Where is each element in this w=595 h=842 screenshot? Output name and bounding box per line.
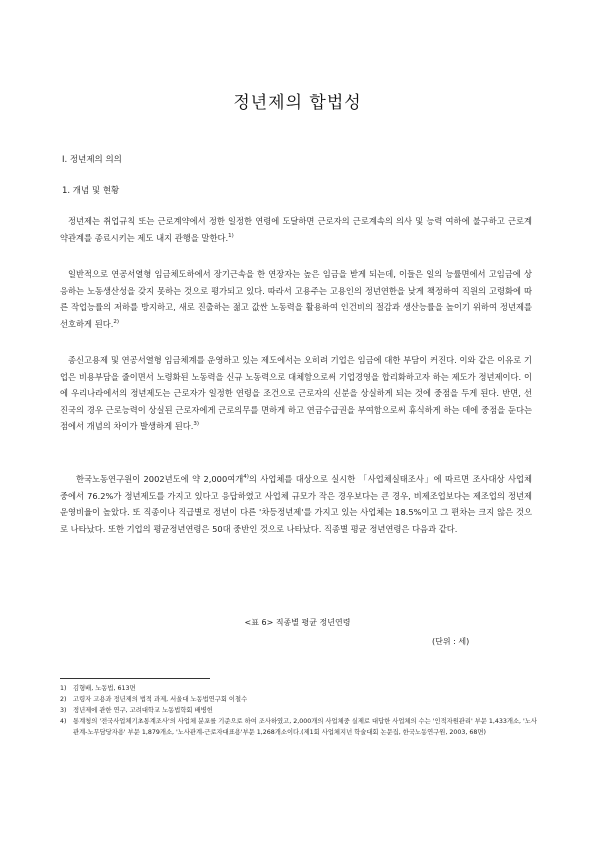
paragraph-definition [60, 213, 532, 246]
footnote-text: 정년제에 관한 연구, 고려대학교 노동법학회 배병헌 [73, 707, 213, 714]
unit-label: (단위 : 세) [432, 637, 470, 646]
footnote-ref: 4) [243, 474, 249, 481]
footnote-text: 고령자 고용과 정년제의 법적 과제, 서울대 노동법연구회 이철수 [73, 696, 248, 703]
paragraph-seniority-wage [60, 266, 532, 332]
paragraph-lifetime-employment [60, 352, 532, 435]
section-heading: I. 정년제의 의의 [62, 155, 122, 165]
footnote-ref: 2) [113, 318, 120, 325]
footnote-number: 2) [60, 696, 67, 703]
footnote-number: 1) [60, 685, 67, 692]
footnote-ref: 1) [228, 232, 234, 239]
page-title: 정년제의 합법성 [233, 93, 362, 113]
paragraph-text: 종신고용제 및 연공서열형 임금체계를 운영하고 있는 제도에서는 오히려 기업은 임금에 대한 부담이 커진다. 이와 같은 이유로 기업은 비용부담을 줄이면서 노령화된 노동력을 신규 노동력으로 대체함으로써 기업경영을 합리화하고자 하는 제도가 정년제이다. 이에 우리나라에서의 정년제도는 근로자가 일정한 연령을 조건으로 근로자의 신분을 상실하게 되는 것에 중점을 두게 된다. 반면, 선진국의 경우 근로능력이 상실된 근로자에게 근로의무를 면하게 하고 연금수급권을 부여함으로써 휴식하게 하는 데에 중점을 둔다는 점에서 개념의 차이가 발생하게 된다. [60, 355, 532, 431]
table-caption: <표 6> 직종별 평균 정년연령 [244, 618, 351, 627]
paragraph-text: 한국노동연구원이 2002년도에 약 2,000여개 [76, 474, 244, 484]
footnote-number: 3) [60, 707, 67, 714]
footnote [60, 683, 538, 694]
footnotes [60, 683, 538, 738]
subsection-heading: 1. 개념 및 현황 [62, 186, 120, 196]
footnote [60, 705, 538, 716]
footnote-number: 4) [60, 718, 67, 725]
footnote-text: 통계청의 '전국사업체기초통계조사'의 사업체 분포를 기준으로 하여 조사하였고, 2,000개의 사업체중 실제로 대답한 사업체의 수는 '인적자원관리' 부문 1,433개소, '노사관계-노무담당자용' 부문 1,879개소, '노사관계-근로자대표용'부문 1,268개소이다.(제1회 사업체지넌 학술대회 논문집, 한국노동연구원, 2003, 68면) [73, 718, 537, 736]
footnote [60, 694, 538, 705]
paragraph-text: 의 사업체를 대상으로 실시한 「사업체실태조사」에 따르면 조사대상 사업체 중에서 76.2%가 정년제도를 가지고 있다고 응답하였고 사업체 규모가 작은 경우보다는 큰 경우, 비제조업보다는 제조업의 정년제 운영비율이 높았다. 또 직종이나 직급별로 정년이 다른 '차등정년제'를 가지고 있는 사업체는 18.5%이고 그 편차는 크지 않은 것으로 나타났다. 또한 기업의 평균정년연령은 50대 중반인 것으로 나타났다. 직종별 평균 정년연령은 다음과 같다. [60, 474, 532, 534]
footnote-divider [60, 678, 210, 679]
footnote-text: 김형배, 노동법, 613면 [73, 685, 136, 692]
paragraph-text: 정년제는 취업규칙 또는 근로계약에서 정한 일정한 연령에 도달하면 근로자의 근로계속의 의사 및 능력 여하에 불구하고 근로계약관계를 종료시키는 제도 내지 관행을 말한다. [60, 216, 532, 243]
footnote-ref: 3) [193, 421, 200, 428]
paragraph-survey-results [60, 471, 532, 537]
paragraph-text: 일반적으로 연공서열형 임금체도하에서 장기근속을 한 연장자는 높은 임금을 받게 되는데, 이들은 일의 능률면에서 고임금에 상응하는 노동생산성을 갖지 못하는 것으로 평가되고 있다. 따라서 고용주는 고용인의 정년연한을 낮게 책정하여 직원의 고령화에 따른 작업능률의 저하를 방지하고, 새로 진출하는 젊고 값싼 노동력을 활용하여 인건비의 절감과 생산능률을 높이기 위하여 정년제를 선호하게 된다. [60, 269, 532, 329]
footnote [60, 716, 538, 738]
